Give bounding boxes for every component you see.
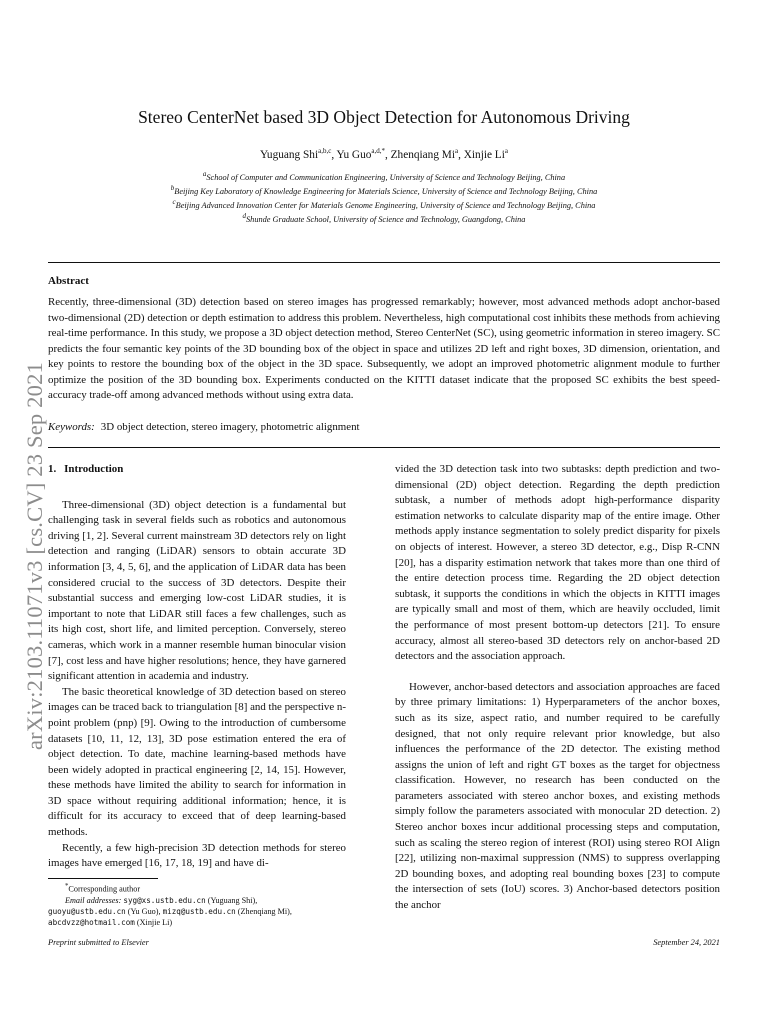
intro-paragraph: The basic theoretical knowledge of 3D detection based on stereo images can be traced back to triangulation [8] and the perspective n-point problem (pnp) [9]. Owing to the introduction of cumbersome datasets [10, 11, 12, 13], 3D pose estimation entered the era of object detection. To date, machine learning-based methods have been widely adopted in practical engineering [2, 14, 15]. However, these methods have limited the ability to search for information in 3D space without requiring additional information; hence, it is difficult for its accuracy to exceed that of deep learning-based methods.: [48, 685, 346, 839]
affiliation-mark: a: [202, 170, 207, 178]
affiliation: [0, 197, 768, 211]
corresponding-note: [48, 881, 378, 895]
corresponding-label: Corresponding author: [68, 884, 141, 894]
keywords-label: Keywords:: [48, 421, 95, 433]
preprint-note: Preprint submitted to Elsevier: [48, 938, 149, 947]
left-column: [48, 462, 346, 872]
author-name: Yuguang Shi: [260, 148, 319, 161]
affiliation-text: Shunde Graduate School, University of Science and Technology, Guangdong, China: [246, 214, 526, 224]
author-name: Yu Guo: [336, 148, 372, 161]
paper-title: Stereo CenterNet based 3D Object Detection for Autonomous Driving: [138, 107, 630, 127]
abstract-bottom-rule: [48, 447, 720, 448]
affiliation-mark: d: [242, 212, 247, 221]
email-owner: (Yuguang Shi),: [207, 895, 258, 905]
footnote-mark: *: [65, 883, 69, 890]
intro-paragraph: Three-dimensional (3D) object detection is a fundamental but challenging task in several fields such as robotics and autonomous driving [1, 2]. Several current mainstream 3D detectors rely on light detection and ranging (LiDAR) sensors to obtain accurate 3D information [3, 4, 5, 6], and the application of LiDAR data has been considered crucial to the success of 3D detectors. Despite their substantial success and emerging low-cost LiDAR studies, it is important to note that LiDAR still faces a few challenges, such as its high cost, short life, and limited perception. Conversely, stereo cameras, which work in a manner resemble human binocular vision [7], cost less and have higher resolutions; hence, they have garnered significant attention in academia and industry.: [48, 498, 346, 683]
email-line: [48, 906, 378, 917]
email-owner: (Yu Guo),: [127, 906, 161, 916]
email-line: [48, 917, 378, 928]
email-link[interactable]: guoyu@ustb.edu.cn: [48, 906, 126, 916]
email-label: Email addresses:: [65, 895, 122, 905]
section-number: 1.: [48, 463, 57, 475]
preprint-date: September 24, 2021: [653, 938, 720, 947]
affiliation-mark: b: [170, 184, 175, 193]
intro-paragraph: However, anchor-based detectors and association approaches are faced by three primary limitations: 1) Hyperparameters of the anchor boxes, such as its size, aspect ratio, and number required to be carefully designed, that not only require relevant prior knowledge, but also influences the performance of the 2D detector. The existing method assigns the union of left and right GT boxes as the target for objectness classification. However, no research has been conducted on the parameters associated with stereo anchor boxes, and existing methods simply follow the parameters associated with monocular 2D detection. 2) Stereo anchor boxes incur additional processing steps and computation, such as scaling the stereo region of interest (ROI) using stereo ROI Align [22], utilizing non-maximal suppression (NMS) to suppress overlapping 2D bounding boxes, and adopting real bounding boxes [23] to compute the intersection of sets (IoU) scores. 3) Anchor-based detectors position the anchor: [395, 680, 720, 912]
intro-paragraph: Recently, a few high-precision 3D detection methods for stereo images have emerged [16, 17, 18, 19] and have di-: [48, 841, 346, 870]
author-name: Zhenqiang Mi: [390, 148, 455, 161]
arxiv-stamp: arXiv:2103.11071v3 [cs.CV] 23 Sep 2021: [22, 362, 47, 750]
email-link[interactable]: abcdvzz@hotmail.com: [48, 918, 135, 928]
email-line: [48, 895, 378, 906]
abstract-top-rule: [48, 262, 720, 263]
author-marks: a,b,c: [318, 147, 332, 155]
right-column: [395, 462, 720, 914]
keywords-text: 3D object detection, stereo imagery, photometric alignment: [100, 421, 360, 433]
author-marks: a: [454, 147, 459, 155]
footnotes: [48, 881, 378, 928]
email-owner: (Xinjie Li): [136, 918, 173, 928]
affiliation-text: Beijing Key Laboratory of Knowledge Engineering for Materials Science, University of Science and Technology Beijing, China: [174, 186, 598, 196]
keywords: [48, 421, 360, 433]
affiliation: [0, 169, 768, 183]
email-link[interactable]: syg@xs.ustb.edu.cn: [123, 895, 206, 905]
intro-paragraph: vided the 3D detection task into two subtasks: depth prediction and two-dimensional (2D) object detection. Regarding the depth prediction subtask, a number of methods adopt high-performance disparity estimation networks to calculate disparity map of the entire image. Other methods apply instance segmentation to solely predict disparity for pixels on objects of interest. However, a stereo 3D detector, e.g., Disp R-CNN [20], has a disparity estimation network that takes more than one third of the entire detection process time. Regarding the 2D object detection subtask, it supports the conditions in which the objects in KITTI images are typically small and most of them, which are heavily occluded, limit the performance of most present bottom-up detectors [21]. To ensure accuracy, almost all stereo-based 3D detectors rely on anchor-based 2D detectors and the association approach.: [395, 463, 720, 663]
email-link[interactable]: mizq@ustb.edu.cn: [162, 906, 236, 916]
section-heading: [48, 462, 346, 478]
affiliation-text: Beijing Advanced Innovation Center for Materials Genome Engineering, University of Science and Technology Beijing, China: [175, 200, 596, 210]
author-list: Yuguang Shi$^{a,b,c}$, Yu Guo$^{a,d,*}$, Zhenqiang Mi$^a$, Xinjie Li$^a$: [260, 147, 508, 161]
affiliation: [0, 183, 768, 197]
author-name: Xinjie Li: [463, 148, 505, 161]
affiliations: [0, 169, 768, 225]
author-marks: a,d,*: [371, 147, 385, 155]
section-title: Introduction: [64, 463, 124, 475]
abstract-text: Recently, three-dimensional (3D) detection based on stereo images has progressed remarkably; however, most advanced methods adopt anchor-based two-dimensional (2D) detection or depth estimation to address this problem. Nevertheless, high computational cost inhibits these methods from achieving real-time performance. In this study, we propose a 3D object detection method, Stereo CenterNet (SC), using geometric information in stereo imagery. SC predicts the four semantic key points of the 3D bounding box of the object in space and utilizes 2D left and right boxes, 3D dimension, orientation, and key points to restore the bounding box of the object in the 3D space. Subsequently, we adopt an improved photometric alignment module to further optimize the position of the 3D bounding box. Experiments conducted on the KITTI dataset indicate that the proposed SC exhibits the best speed-accuracy trade-off among advanced methods without using extra data.: [48, 296, 720, 401]
affiliation-mark: c: [172, 198, 176, 207]
abstract-heading: Abstract: [48, 275, 89, 287]
affiliation-text: School of Computer and Communication Engineering, University of Science and Technology Beijing, China: [206, 172, 566, 182]
author-marks: a: [504, 147, 508, 155]
footnote-rule: [48, 878, 158, 879]
email-owner: (Zhenqiang Mi),: [237, 906, 292, 916]
affiliation: [0, 211, 768, 225]
